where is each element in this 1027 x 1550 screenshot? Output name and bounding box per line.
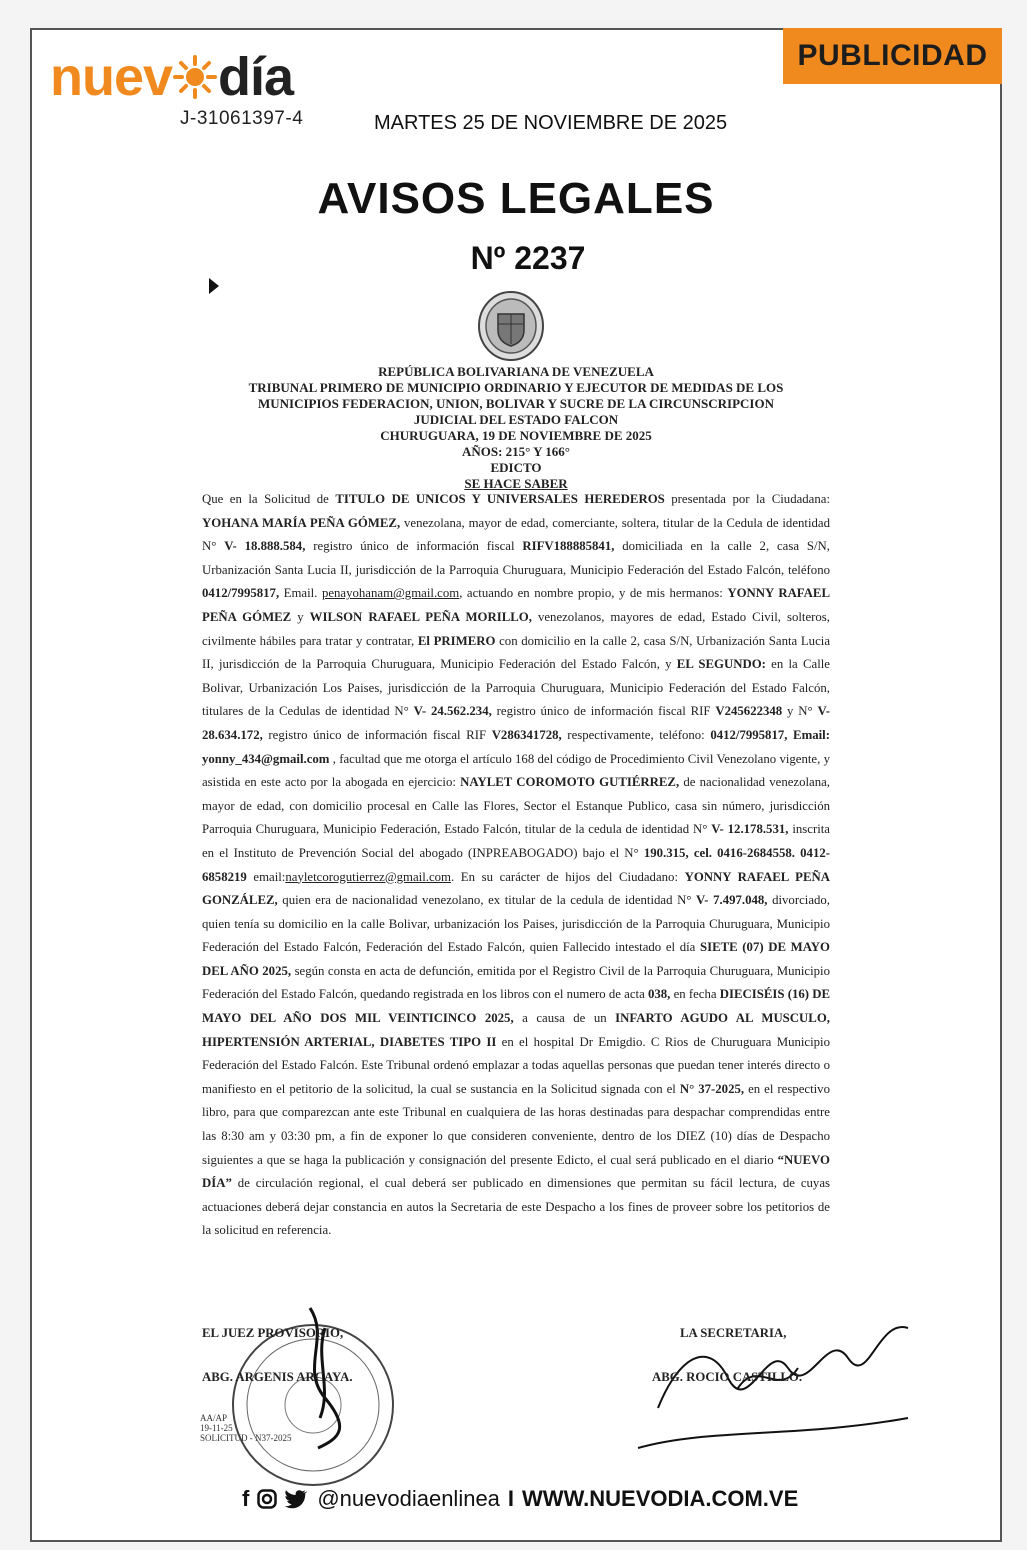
nuevodia-logo — [50, 47, 294, 107]
website-link[interactable]: WWW.NUEVODIA.COM.VE — [522, 1486, 799, 1511]
footer-separator: I — [507, 1486, 515, 1511]
header-line: JUDICIAL DEL ESTADO FALCON — [413, 412, 619, 427]
header-line: AÑOS: 215° Y 166° — [461, 444, 571, 459]
initials-line: SOLICITUD - N37-2025 — [200, 1433, 292, 1443]
logo-text-part2: día — [218, 47, 294, 107]
initials-line: AA/AP — [200, 1413, 228, 1423]
rif-number: J-31061397-4 — [180, 108, 304, 129]
initials-line: 19-11-25 — [200, 1423, 233, 1433]
header-line: REPÚBLICA BOLIVARIANA DE VENEZUELA — [378, 364, 654, 379]
coat-of-arms-seal-icon — [476, 288, 546, 362]
twitter-icon[interactable] — [285, 1489, 307, 1509]
header-line: SE HACE SABER — [464, 476, 568, 491]
facebook-icon[interactable]: f — [242, 1486, 250, 1511]
secretary-title: LA SECRETARIA, — [680, 1326, 787, 1340]
publication-date: MARTES 25 DE NOVIEMBRE DE 2025 — [374, 112, 728, 134]
edict-paragraph: Que en la Solicitud de TITULO DE UNICOS Y UNIVERSALES HEREDEROS presentada por la Ciudadana: YOHANA MARÍA PEÑA GÓMEZ, venezolana, mayor de edad, comerciante, soltera, titular de la Cedula de identidad N° V- 18.888.584, registro único de información fiscal RIFV188885841, domiciliada en la calle 2, casa S/N, Urbanización Santa Lucia II, jurisdicción de la Parroquia Churuguara, Municipio Federación del Estado Falcón, teléfono 0412/7995817, Email. penayohanam@gmail.com, actuando en nombre propio, y de mis hermanos: YONNY RAFAEL PEÑA GÓMEZ y WILSON RAFAEL PEÑA MORILLO, venezolanos, mayores de edad, Estado Civil, solteros, civilmente hábiles para tratar y contratar, El PRIMERO con domicilio en la calle 2, casa S/N, Urbanización Santa Lucia II, jurisdicción de la Parroquia Churuguara, Municipio Federación del Estado Falcón, y EL SEGUNDO: en la Calle Bolivar, Urbanización Los Paises, jurisdicción de la Parroquia Churuguara, Municipio Federación del Estado Falcón, titulares de la Cedulas de identidad N° V- 24.562.234, registro único de información fiscal RIF V245622348 y N° V- 28.634.172, registro único de información fiscal RIF V286341728, respectivamente, teléfono: 0412/7995817, Email: yonny_434@gmail.com , facultad que me otorga el artículo 168 del código de Procedimiento Civil Venezolano vigente, y asistida en este acto por la abogada en ejercicio: NAYLET COROMOTO GUTIÉRREZ, de nacionalidad venezolana, mayor de edad, con domicilio procesal en Calle las Flores, Sector el Estanque Publico, casa sin número, jurisdicción Parroquia Churuguara, Municipio Federación, Estado Falcón, titular de la cedula de identidad N° V- 12.178.531, inscrita en el Instituto de Prevención Social del abogado (INPREABOGADO) bajo el N° 190.315, cel. 0416-2684558. 0412-6858219 email:nayletcorogutierrez@gmail.com. En su carácter de hijos del Ciudadano: YONNY RAFAEL PEÑA GONZÁLEZ, quien era de nacionalidad venezolano, ex titular de la cedula de identidad N° V- 7.497.048, divorciado, quien tenía su domicilio en la calle Bolivar, urbanización los Paises, jurisdicción de la Parroquia Churuguara, Municipio Federación del Estado Falcón, Federación del Estado Falcón, quien Fallecido intestado el día SIETE (07) DE MAYO DEL AÑO 2025, según consta en acta de defunción, emitida por el Registro Civil de la Parroquia Churuguara, Municipio Federación del Estado Falcón, quedando registrada en los libros con el numero de acta 038, en fecha DIECISÉIS (16) DE MAYO DEL AÑO DOS MIL VEINTICINCO 2025, a causa de un INFARTO AGUDO AL MUSCULO, HIPERTENSIÓN ARTERIAL, DIABETES TIPO II en el hospital Dr Emigdio. C Rios de Churuguara Municipio Federación del Estado Falcón. Este Tribunal ordenó emplazar a todas aquellas personas que puedan tener interés directo o manifiesto en el petitorio de la solicitud, la cual se sustancia en la Solicitud signada con el N° 37-2025, en el respectivo libro, para que comparezcan ante este Tribunal en cualquiera de las horas destinadas para despachar comprendidas entre las 8:30 am y 03:30 pm, a fin de exponer lo que consideren conveniente, dentro de los DIEZ (10) días de Despacho siguientes a que se haga la publicación y consignación del presente Edicto, el cual será publicado en el diario “NUEVO DÍA” de circulación regional, el cual deberá ser publicado en dimensiones que permitan su fácil lectura, de cuyas actuaciones deberá dejar constancia en autos la Secretaria de este Despacho a los fines de proveer sobre los petitorios de la solicitud en referencia. — [202, 492, 831, 1238]
instagram-icon[interactable] — [257, 1489, 277, 1509]
judge-name: ABG. ARGENIS ARCAYA. — [202, 1370, 353, 1384]
page-title: AVISOS LEGALES — [317, 174, 715, 223]
page-footer — [242, 1486, 798, 1512]
section-badge: PUBLICIDAD — [783, 28, 1002, 84]
email-link[interactable]: penayohanam@gmail.com — [321, 586, 460, 601]
edition-number: Nº 2237 — [470, 240, 586, 276]
header-line: TRIBUNAL PRIMERO DE MUNICIPIO ORDINARIO Y EJECUTOR DE MEDIDAS DE LOS — [248, 380, 784, 395]
secretary-signature-icon — [618, 1298, 918, 1478]
social-handle[interactable]: @nuevodiaenlinea — [317, 1486, 500, 1511]
edict-body — [202, 488, 830, 1243]
sun-icon — [173, 55, 217, 99]
judge-title: EL JUEZ PROVISORIO, — [202, 1326, 344, 1340]
court-header — [192, 364, 840, 492]
email-link[interactable]: nayletcorogutierrez@gmail.com — [285, 869, 452, 884]
secretary-name: ABG. ROCIO CASTILLO. — [652, 1370, 803, 1384]
header-line: MUNICIPIOS FEDERACION, UNION, BOLIVAR Y SUCRE DE LA CIRCUNSCRIPCION — [258, 396, 774, 411]
filing-initials — [200, 1413, 292, 1443]
page-frame — [30, 28, 1002, 1542]
header-line: CHURUGUARA, 19 DE NOVIEMBRE DE 2025 — [380, 428, 652, 443]
arrow-marker-icon — [209, 278, 219, 294]
header-line: EDICTO — [490, 460, 542, 475]
logo-text-part1: nuev — [50, 47, 173, 107]
